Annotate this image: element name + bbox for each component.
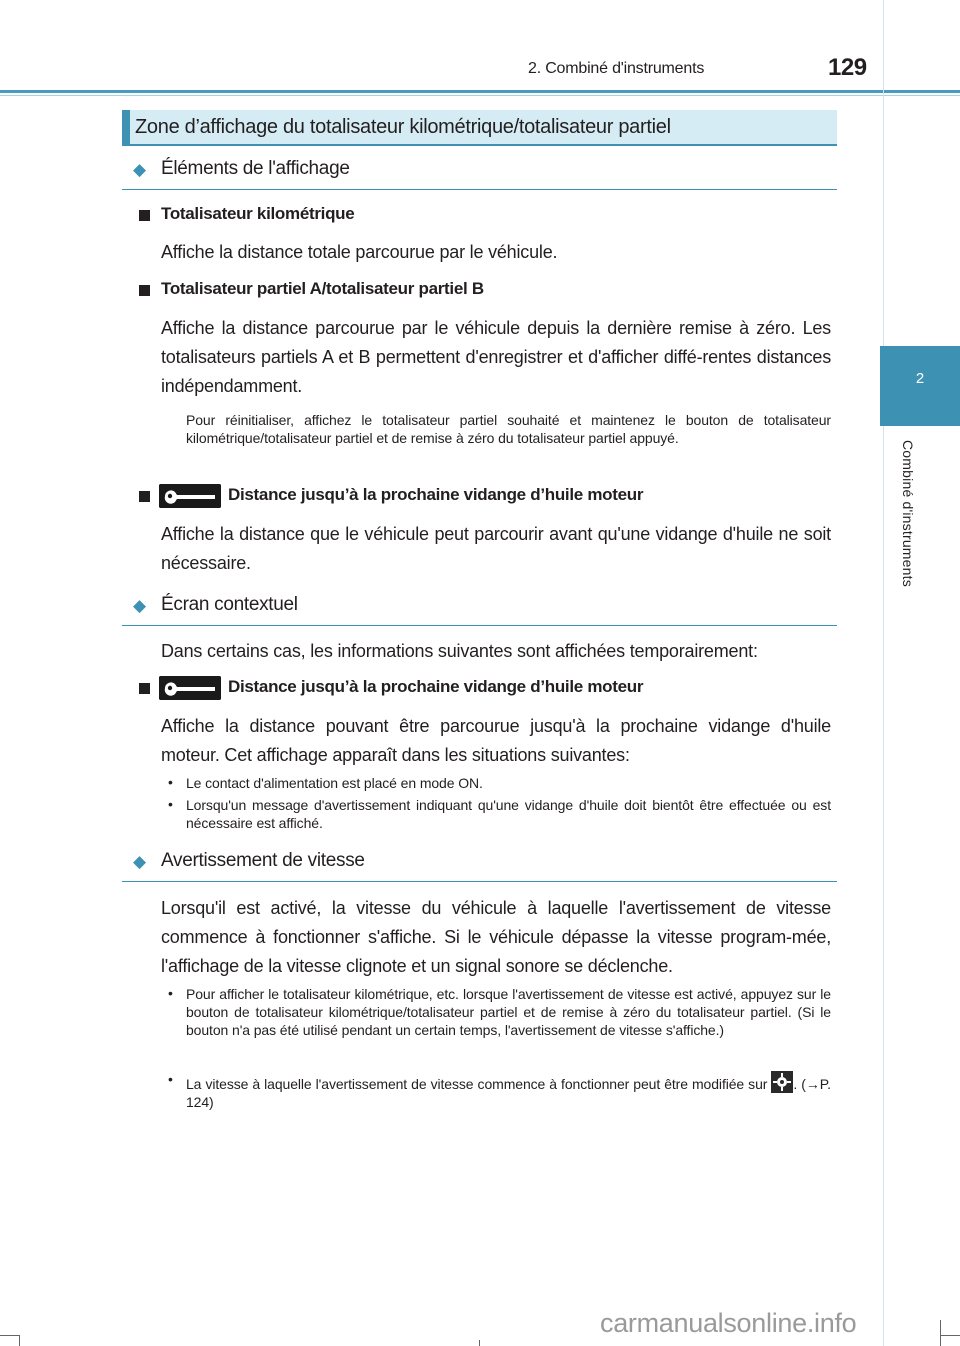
subsection-rule	[122, 189, 837, 190]
diamond-icon: ◆	[133, 852, 147, 871]
item-title: Distance jusqu’à la prochaine vidange d’huile moteur	[228, 677, 644, 696]
watermark-text: carmanualsonline.info	[600, 1308, 857, 1338]
square-bullet-icon	[139, 210, 150, 221]
header-rule	[0, 90, 960, 93]
crop-mark	[940, 1335, 960, 1336]
bullet-text: Le contact d'alimentation est placé en mode ON.	[186, 775, 483, 791]
chapter-number: 2	[915, 370, 925, 387]
header-rule-secondary	[0, 95, 960, 96]
subsection-rule	[122, 881, 837, 882]
item-title: Totalisateur partiel A/totalisateur partiel B	[161, 279, 484, 298]
chapter-title-vertical: Combiné d'instruments	[900, 440, 916, 587]
square-bullet-icon	[139, 683, 150, 694]
bullet-text	[186, 1071, 831, 1111]
note-text: Pour réinitialiser, affichez le totalisateur partiel souhaité et maintenez le bouton de totalisateur kilométrique/totalisateur partiel et de remise à zéro du totalisateur partiel appuyé.	[186, 412, 831, 446]
bullet-dot: •	[168, 796, 173, 812]
bullet-dot: •	[168, 774, 173, 790]
subsection-title: Écran contextuel	[161, 594, 298, 615]
bullet-text-part: La vitesse à laquelle l'avertissement de vitesse commence à fonctionner peut être modifiée sur	[186, 1076, 768, 1092]
crop-mark	[0, 1335, 20, 1336]
item-text: Affiche la distance totale parcourue par le véhicule.	[161, 242, 558, 262]
item-text: Affiche la distance parcourue par le véhicule depuis la dernière remise à zéro. Les totalisateurs partiels A et B permettent d'enregistrer et d'afficher diffé-rentes distances indépendamment.	[161, 318, 831, 396]
bullet-dot: •	[168, 985, 173, 1001]
subsection-title: Avertissement de vitesse	[161, 850, 365, 871]
bullet-dot: •	[168, 1071, 173, 1087]
intro-text: Dans certains cas, les informations suivantes sont affichées temporairement:	[161, 641, 758, 661]
arrow-icon: →	[805, 1076, 820, 1092]
bullet-text: Lorsqu'un message d'avertissement indiquant qu'une vidange d'huile doit bientôt être effectuée ou est nécessaire est affiché.	[186, 797, 831, 831]
crop-mark	[19, 1335, 20, 1346]
diamond-icon: ◆	[133, 160, 147, 179]
item-text: Affiche la distance que le véhicule peut parcourir avant qu'une vidange d'huile ne soit nécessaire.	[161, 524, 831, 573]
diamond-icon: ◆	[133, 596, 147, 615]
item-title: Distance jusqu’à la prochaine vidange d’huile moteur	[228, 485, 644, 504]
wrench-icon	[159, 484, 221, 508]
subsection-rule	[122, 625, 837, 626]
bullet-text-part: . (	[793, 1076, 806, 1092]
settings-icon	[771, 1071, 793, 1093]
subsection-title: Éléments de l'affichage	[161, 158, 350, 179]
page-number: 129	[828, 54, 867, 81]
square-bullet-icon	[139, 285, 150, 296]
body-text: Lorsqu'il est activé, la vitesse du véhicule à laquelle l'avertissement de vitesse commence à fonctionner s'affiche. Si le véhicule dépasse la vitesse program-mée, l'affichage de la vitesse clignote et un signal sonore se déclenche.	[161, 898, 831, 976]
running-header-section: 2. Combiné d'instruments	[528, 60, 705, 77]
bullet-text: Pour afficher le totalisateur kilométrique, etc. lorsque l'avertissement de vitesse est activé, appuyez sur le bouton de totalisateur kilométrique/totalisateur partiel et de remise à zéro du totalisateur partiel. (Si le bouton n'a pas été utilisé pendant un certain temps, l'avertissement de vitesse s'affiche.)	[186, 986, 831, 1038]
crop-mark	[479, 1340, 480, 1346]
side-margin-line	[883, 0, 884, 1346]
square-bullet-icon	[139, 491, 150, 502]
section-title: Zone d’affichage du totalisateur kilométrique/totalisateur partiel	[135, 116, 671, 138]
item-title: Totalisateur kilométrique	[161, 204, 355, 223]
wrench-icon	[159, 676, 221, 700]
crop-mark	[940, 1320, 941, 1346]
page-reference-link[interactable]: P. 124)	[186, 1076, 831, 1110]
item-text: Affiche la distance pouvant être parcourue jusqu'à la prochaine vidange d'huile moteur. Cet affichage apparaît dans les situations suivantes:	[161, 716, 831, 765]
